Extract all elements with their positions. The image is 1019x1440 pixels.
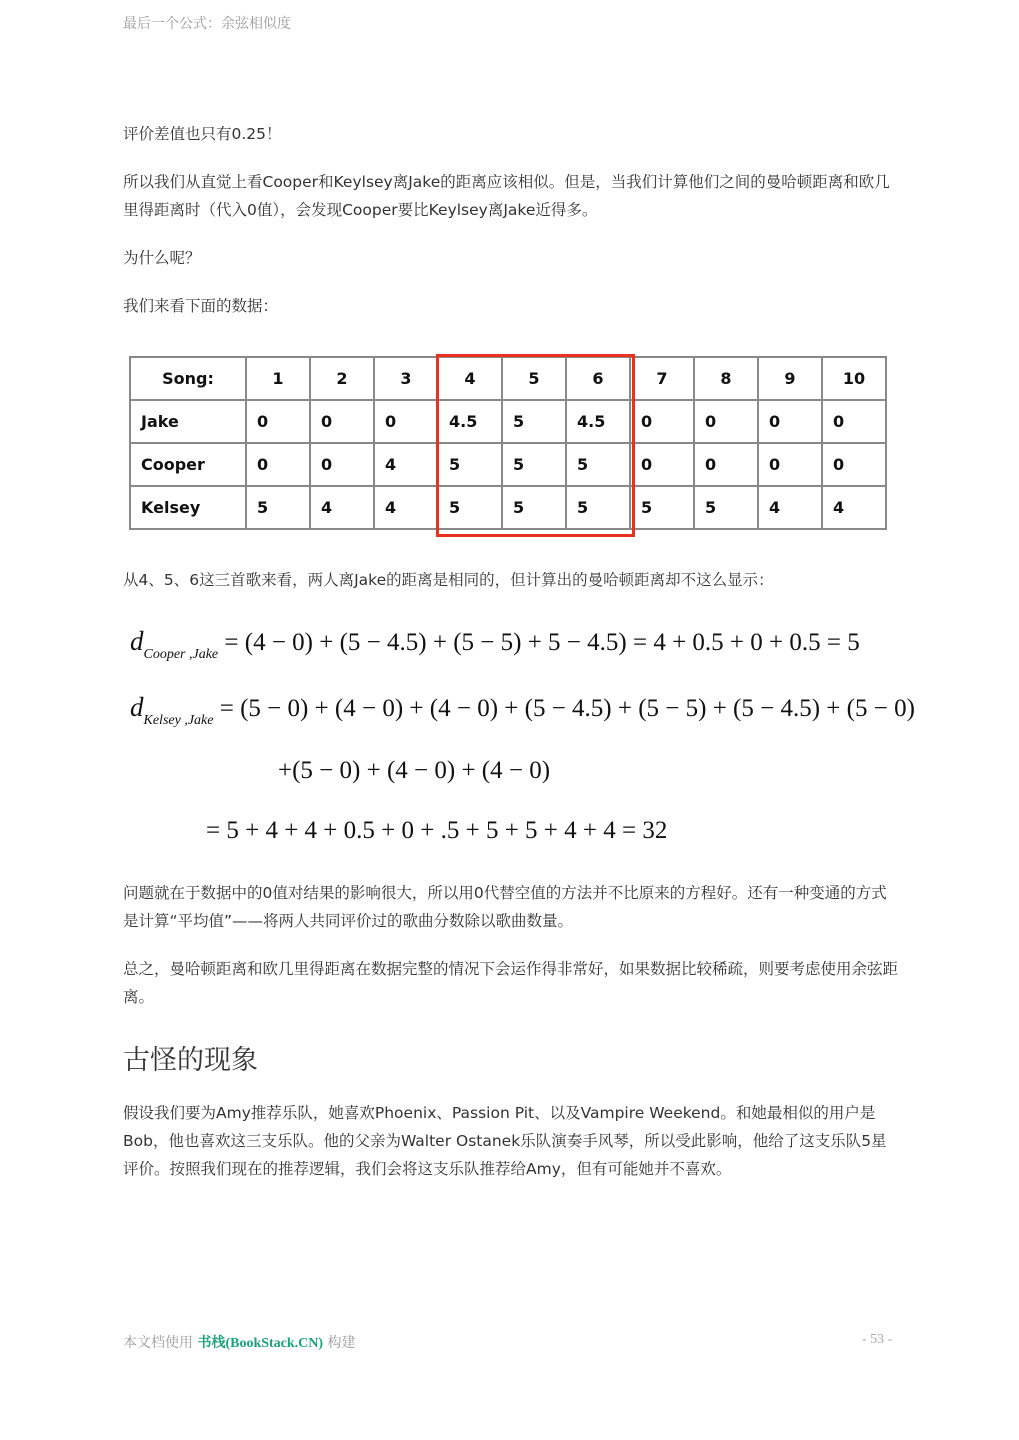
formula-subscript: Kelsey ,Jake — [143, 713, 214, 728]
table-cell: 5 — [502, 486, 566, 529]
page-footer — [123, 1332, 356, 1352]
table-header-cell: 3 — [374, 357, 438, 400]
table-cell: 0 — [630, 443, 694, 486]
table-cell: 4.5 — [438, 400, 502, 443]
table-cell: 4.5 — [566, 400, 630, 443]
paragraph: 假设我们要为Amy推荐乐队，她喜欢Phoenix、Passion Pit、以及Vampire Weekend。和她最相似的用户是Bob，他也喜欢这三支乐队。他的父亲为Walter Ostanek乐队演奏手风琴，所以受此影响，他给了这支乐队5星评价。按照我们现在的推荐逻辑，我们会将这支乐队推荐给Amy，但有可能她并不喜欢。 — [123, 1104, 887, 1178]
table-cell: 0 — [694, 443, 758, 486]
bookstack-link[interactable]: 书栈(BookStack.CN) — [197, 1336, 324, 1351]
page-header-title: 最后一个公式：余弦相似度 — [123, 16, 291, 32]
table-cell: 0 — [246, 443, 310, 486]
table-cell: 0 — [758, 443, 822, 486]
table-cell: 5 — [694, 486, 758, 529]
table-header-cell: Song: — [130, 357, 246, 400]
table-header-cell: 1 — [246, 357, 310, 400]
formula-result: = 5 + 4 + 4 + 0.5 + 0 + .5 + 5 + 5 + 4 + 4 = 32 — [206, 817, 668, 844]
table-cell: 4 — [758, 486, 822, 529]
table-cell: 5 — [502, 443, 566, 486]
table-cell: 4 — [374, 443, 438, 486]
table-cell: 0 — [374, 400, 438, 443]
paragraph: 我们来看下面的数据： — [123, 297, 279, 315]
paragraph: 评价差值也只有0.25！ — [123, 125, 282, 143]
table-cell: Cooper — [130, 443, 246, 486]
formula-symbol: d — [130, 626, 144, 656]
formula-cooper-jake — [130, 626, 860, 663]
table-cell: 0 — [758, 400, 822, 443]
table-cell: 5 — [566, 443, 630, 486]
formula-continuation: +(5 − 0) + (4 − 0) + (4 − 0) — [278, 757, 551, 784]
table-header-cell: 10 — [822, 357, 886, 400]
table-cell: 0 — [630, 400, 694, 443]
table-header-cell: 6 — [566, 357, 630, 400]
table-cell: 0 — [822, 443, 886, 486]
formula-body: = (5 − 0) + (4 − 0) + (4 − 0) + (5 − 4.5) + (5 − 5) + (5 − 4.5) + (5 − 0) — [219, 695, 915, 722]
paragraph: 从4、5、6这三首歌来看，两人离Jake的距离是相同的，但计算出的曼哈顿距离却不这么显示： — [123, 571, 774, 589]
paragraph: 为什么呢？ — [123, 249, 201, 267]
footer-text: 构建 — [323, 1335, 356, 1351]
table-cell: 0 — [310, 400, 374, 443]
page-number: - 53 - — [862, 1332, 893, 1347]
table-cell: 0 — [246, 400, 310, 443]
table-cell: 5 — [438, 486, 502, 529]
table-cell: 5 — [438, 443, 502, 486]
table-cell: 4 — [374, 486, 438, 529]
table-cell: 0 — [822, 400, 886, 443]
table-header-cell: 9 — [758, 357, 822, 400]
table-cell: 4 — [822, 486, 886, 529]
formula-kelsey-jake — [130, 692, 915, 729]
table-header-cell: 7 — [630, 357, 694, 400]
table-cell: 4 — [310, 486, 374, 529]
formula-body: = (4 − 0) + (5 − 4.5) + (5 − 5) + 5 − 4.5) = 4 + 0.5 + 0 + 0.5 = 5 — [224, 629, 860, 656]
formula-symbol: d — [130, 692, 144, 722]
table-cell: 5 — [246, 486, 310, 529]
paragraph: 问题就在于数据中的0值对结果的影响很大，所以用0代替空值的方法并不比原来的方程好。还有一种变通的方式是计算“平均值”——将两人共同评价过的歌曲分数除以歌曲数量。 — [123, 884, 887, 930]
section-heading: 古怪的现象 — [123, 1045, 258, 1076]
table-header-cell: 8 — [694, 357, 758, 400]
table-header-cell: 5 — [502, 357, 566, 400]
table-cell: 5 — [566, 486, 630, 529]
highlight-box — [436, 354, 635, 537]
table-cell: 5 — [502, 400, 566, 443]
formula-subscript: Cooper ,Jake — [143, 647, 219, 662]
footer-text: 本文档使用 — [123, 1335, 198, 1351]
paragraph: 所以我们从直觉上看Cooper和Keylsey离Jake的距离应该相似。但是，当我们计算他们之间的曼哈顿距离和欧几里得距离时（代入0值），会发现Cooper要比Keylsey离Jake近得多。 — [123, 173, 890, 219]
table-cell: Kelsey — [130, 486, 246, 529]
table-cell: Jake — [130, 400, 246, 443]
paragraph: 总之，曼哈顿距离和欧几里得距离在数据完整的情况下会运作得非常好，如果数据比较稀疏，则要考虑使用余弦距离。 — [123, 960, 899, 1006]
table-cell: 0 — [310, 443, 374, 486]
table-header-cell: 4 — [438, 357, 502, 400]
table-header-cell: 2 — [310, 357, 374, 400]
table-cell: 0 — [694, 400, 758, 443]
table-cell: 5 — [630, 486, 694, 529]
